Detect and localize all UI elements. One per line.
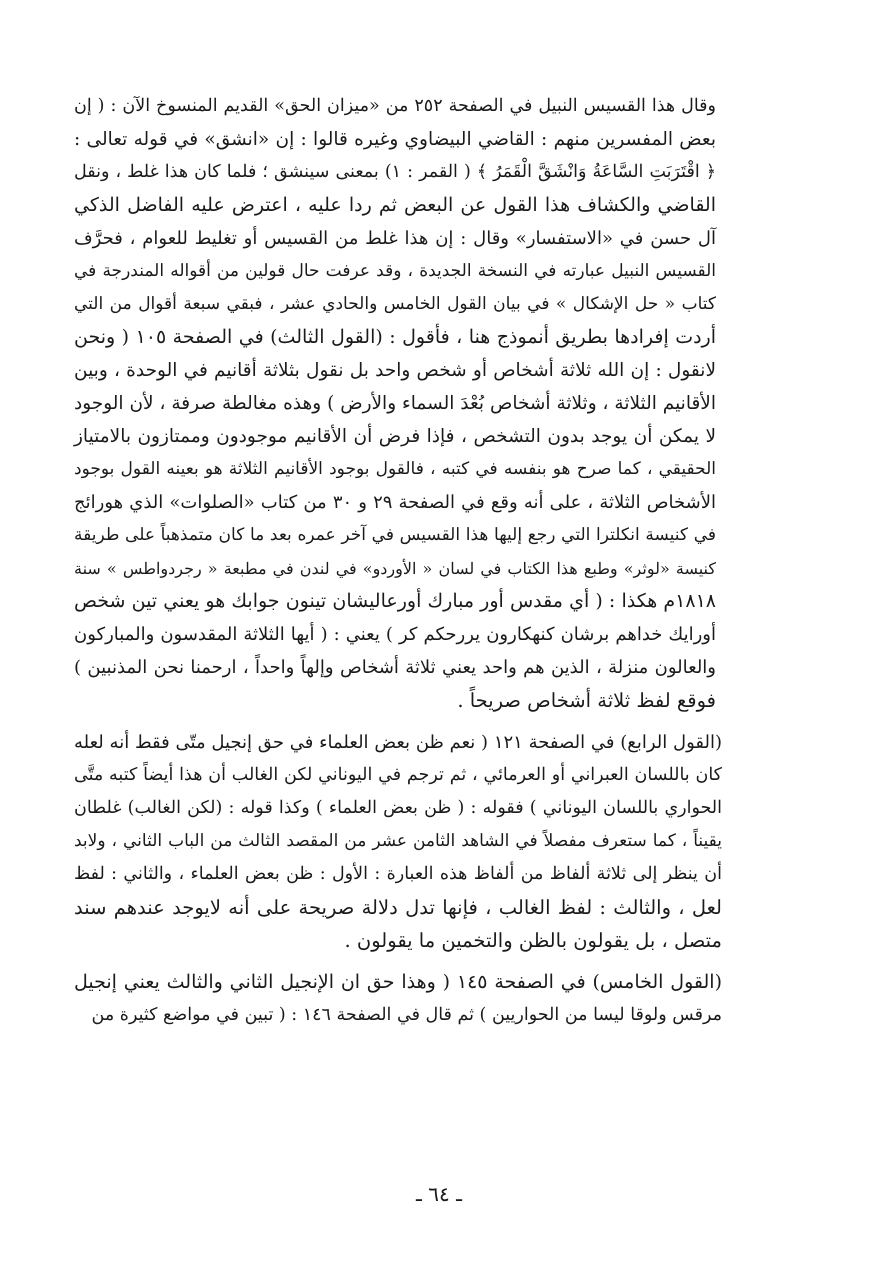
text-line: مرقس ولوقا ليسا من الحواريين ) ثم قال في الصفحة ١٤٦ : ( تبين في مواضع كثيرة من: [91, 1005, 722, 1025]
text-line: أورايك خداهم برشان كنهكارون يررحكم كر ) يعني : ( أيها الثلاثة المقدسون والمباركون: [74, 624, 716, 645]
paragraph-3: [74, 966, 750, 1032]
text-line: القاضي والكشاف هذا القول عن البعض ثم ردا عليه ، اعترض عليه الفاضل الذكي: [74, 194, 716, 216]
text-line: في كنيسة انكلترا التي رجع إليها هذا القسيس في آخر عمره بعد ما كان متمذهباً على طريقة: [74, 525, 716, 545]
text-line: ﴿ اقْتَرَبَتِ السَّاعَةُ وَانْشَقَّ الْقَمَرُ ﴾ ( القمر : ١) بمعنى سينشق ؛ فلما كان هذا غلط ، ونقل: [74, 162, 716, 182]
text-line: الحواري باللسان اليوناني ) فقوله : ( ظن بعض العلماء ) وكذا قوله : (لكن الغالب) غلطان: [74, 798, 722, 818]
paragraph-1: [74, 90, 750, 717]
text-line: كتاب « حل الإشكال » في بيان القول الخامس والحادي عشر ، فبقي سبعة أقوال من التي: [74, 294, 716, 314]
text-line: أردت إفرادها بطريق أنموذج هنا ، فأقول : (القول الثالث) في الصفحة ١٠٥ ( ونحن: [74, 326, 716, 348]
text-line: والعالون منزلة ، الذين هم واحد يعني ثلاثة أشخاص وإلهاً واحداً ، ارحمنا نحن المذنبين ): [74, 657, 716, 678]
text-line: الحقيقي ، كما صرح هو بنفسه في كتبه ، فالقول بوجود الأقانيم الثلاثة هو بعينه القول بوجود: [74, 459, 716, 479]
text-line: الأشخاص الثلاثة ، على أنه وقع في الصفحة ٢٩ و ٣٠ من كتاب «الصلوات» الذي هورائج: [74, 492, 716, 513]
text-line: ١٨١٨م هكذا : ( أي مقدس أور مبارك أورعاليشان تينون جوابك هو يعني تين شخص: [74, 590, 716, 612]
text-line: لانقول : إن الله ثلاثة أشخاص أو شخص واحد بل نقول بثلاثة أقانيم في الوحدة ، وبين: [74, 360, 716, 381]
text-line: (القول الرابع) في الصفحة ١٢١ ( نعم ظن بعض العلماء في حق إنجيل متّى فقط أنه لعله: [74, 732, 722, 753]
text-line: لا يمكن أن يوجد بدون التشخص ، فإذا فرض أن الأقانيم موجودون وممتازون بالامتياز: [74, 426, 716, 447]
text-line: (القول الخامس) في الصفحة ١٤٥ ( وهذا حق ان الإنجيل الثاني والثالث يعني إنجيل: [74, 971, 722, 993]
text-line: فوقع لفظ ثلاثة أشخاص صريحاً .: [457, 689, 716, 712]
text-line: بعض المفسرين منهم : القاضي البيضاوي وغيره قالوا : إن «انشق» في قوله تعالى :: [74, 129, 716, 150]
text-line: يقيناً ، كما ستعرف مفصلاً في الشاهد الثامن عشر من المقصد الثالث من الباب الثاني ، ولابد: [74, 831, 722, 851]
text-line: كان باللسان العبراني أو العرمائي ، ثم ترجم في اليوناني لكن الغالب أن هذا أيضاً كتبه متَّى: [74, 765, 722, 785]
text-line: القسيس النبيل عبارته في النسخة الجديدة ، وقد عرفت حال قولين من أقواله المندرجة في: [74, 261, 716, 281]
page-number: ـ ٦٤ ـ: [416, 1182, 462, 1206]
text-line: كنيسة «لوثر» وطبع هذا الكتاب في لسان « الأوردو» في لندن في مطبعة « رجردواطس » سنة: [74, 559, 716, 578]
text-line: وقال هذا القسيس النبيل في الصفحة ٢٥٢ من «ميزان الحق» القديم المنسوخ الآن : ( إن: [74, 96, 716, 116]
text-line: الأقانيم الثلاثة ، وثلاثة أشخاص بُعْدَ السماء والأرض ) وهذه مغالطة صرفة ، لأن الوجود: [74, 393, 716, 414]
page-body-text: [74, 90, 750, 1041]
text-line: آل حسن في «الاستفسار» وقال : إن هذا غلط من القسيس أو تغليط للعوام ، فحرَّف: [74, 228, 716, 249]
text-line: أن ينظر إلى ثلاثة ألفاظ من ألفاظ هذه العبارة : الأول : ظن بعض العلماء ، والثاني : لفظ: [74, 864, 722, 884]
text-line: لعل ، والثالث : لفظ الغالب ، فإنها تدل دلالة صريحة على أنه لايوجد عندهم سند: [74, 896, 722, 919]
text-line: متصل ، بل يقولون بالظن والتخمين ما يقولون .: [344, 929, 722, 952]
paragraph-2: [74, 726, 750, 957]
